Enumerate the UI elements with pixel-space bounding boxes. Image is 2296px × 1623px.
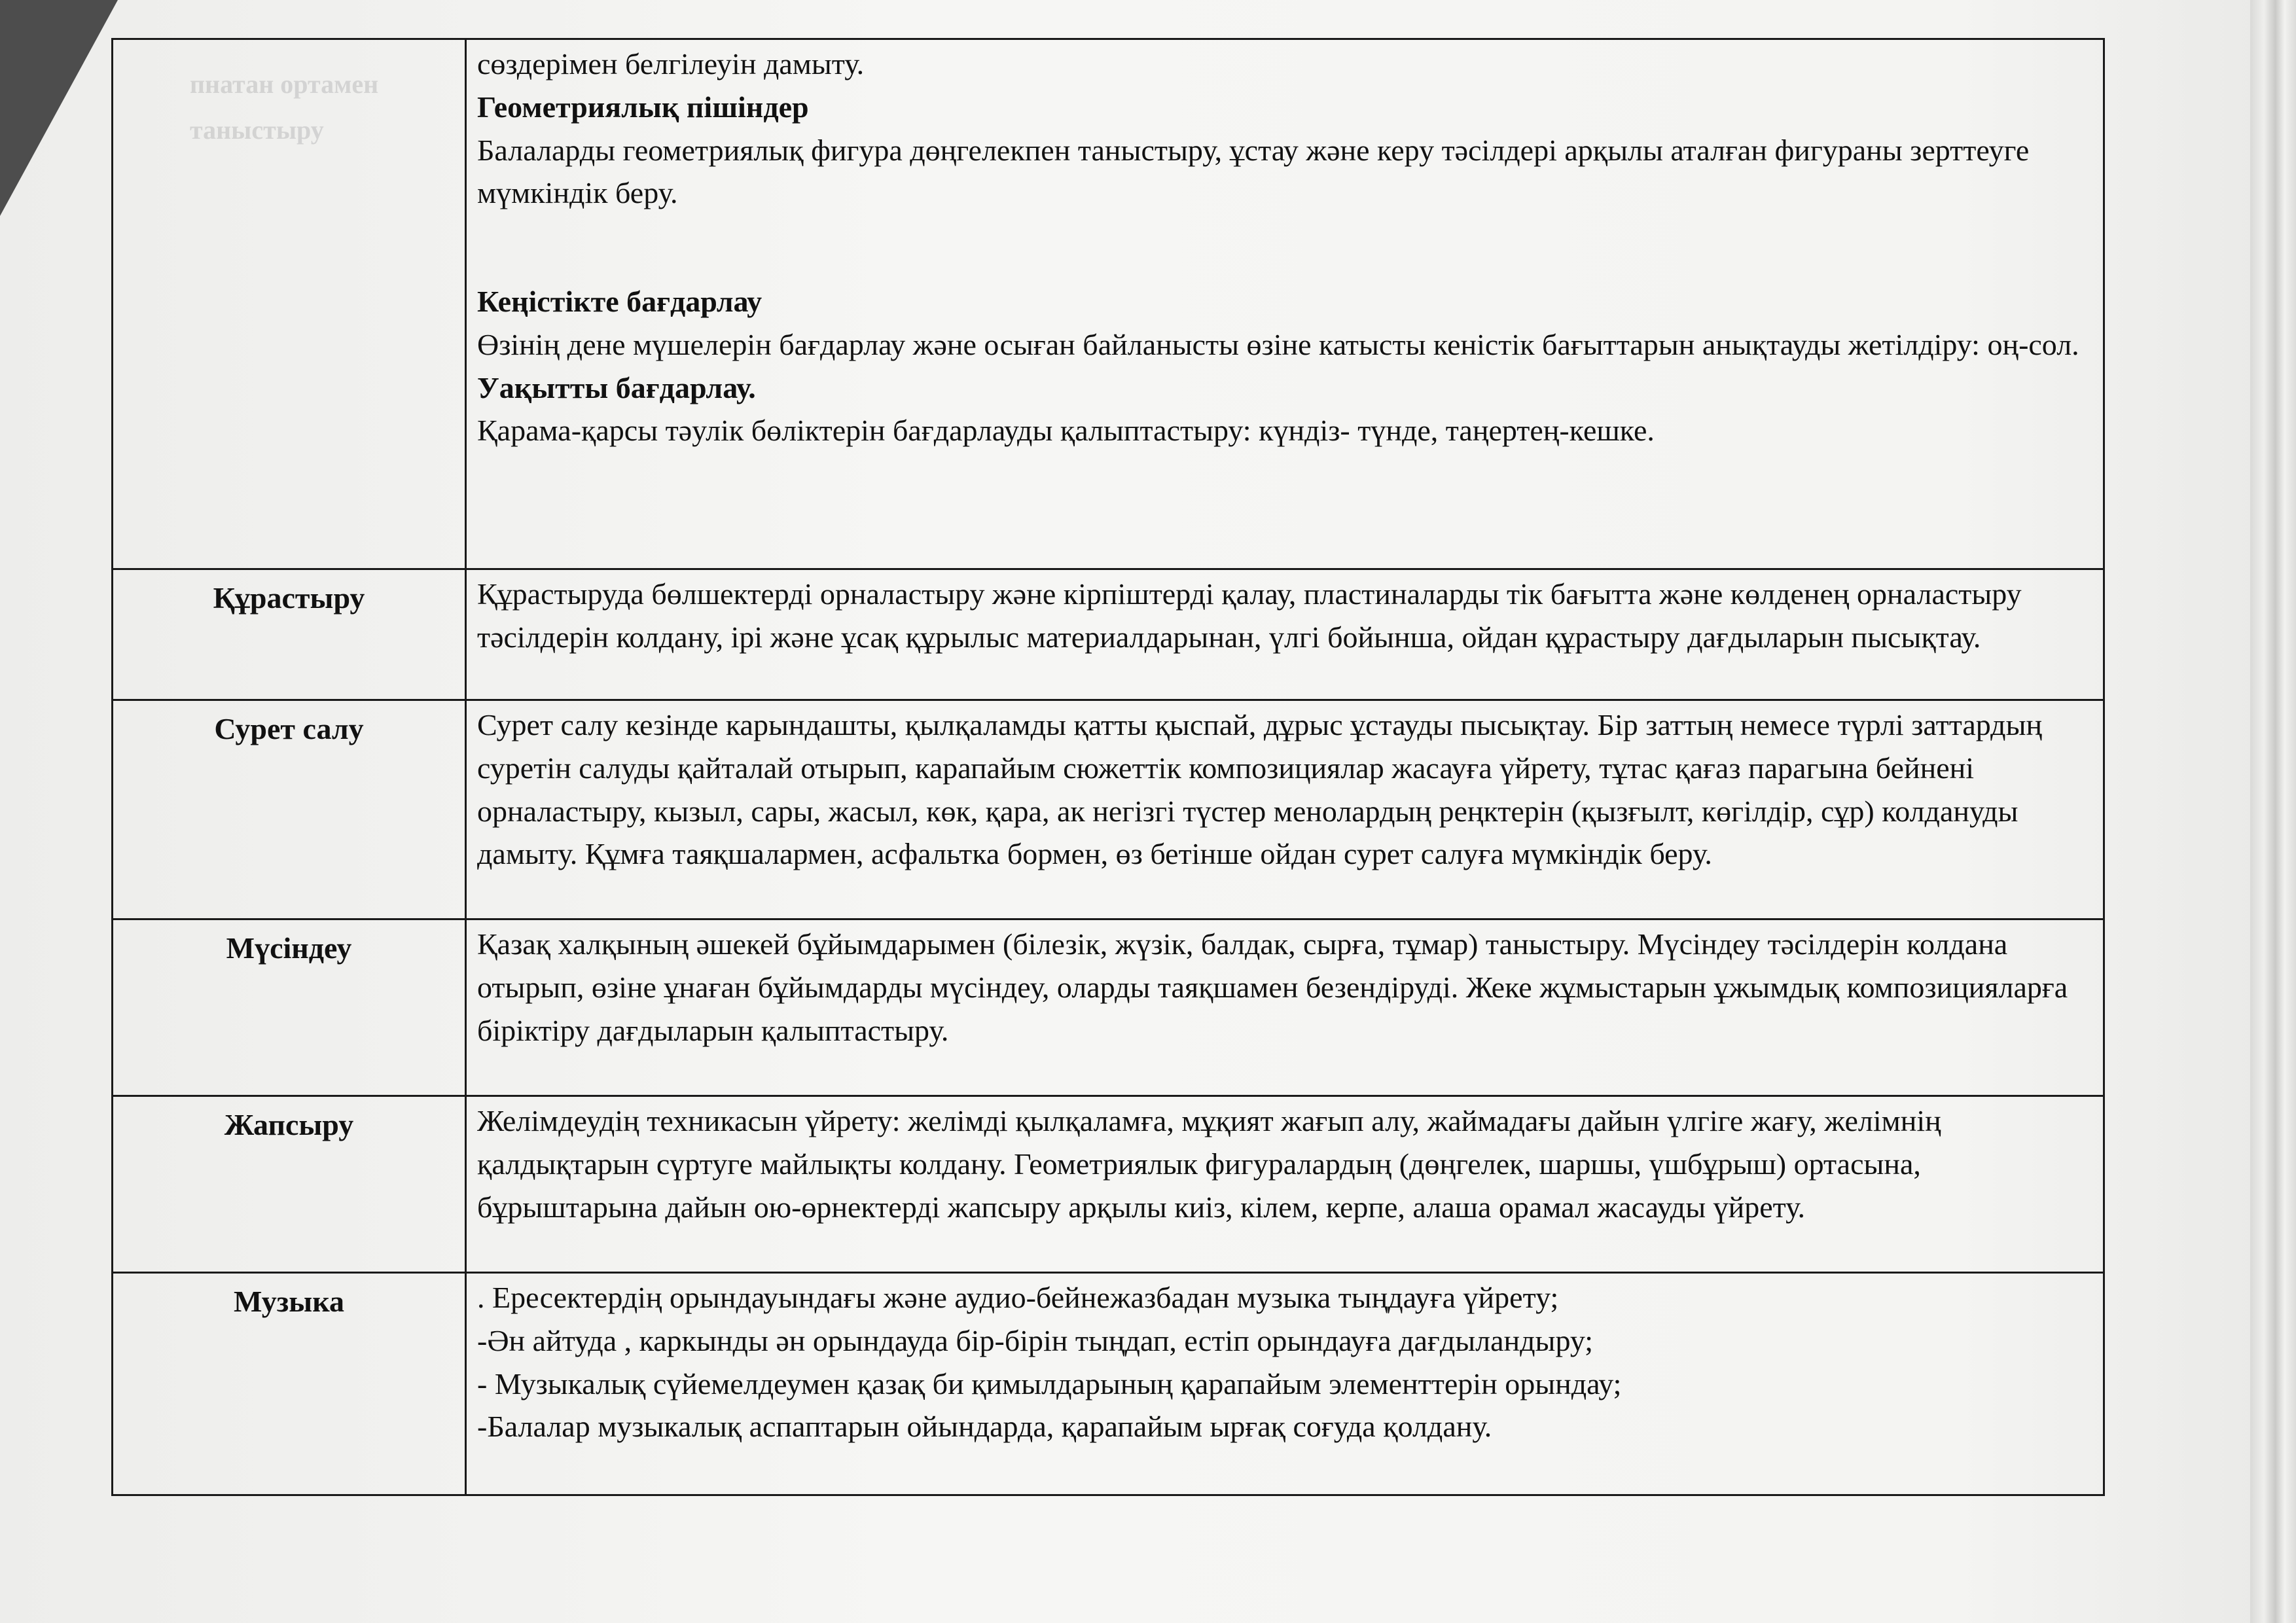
row-content xyxy=(466,1273,2104,1495)
row-content: Қазақ халқының әшекей бұйымдарымен (білезік, жүзік, балдак, сырға, тұмар) таныстыру. Мүсіндеу тәсілдерін колдана отырып, өзіне ұнаған бұйымдарды мүсіндеу, оларды таяқшамен безендіруді. Жеке жұмыстарын ұжымдық композицияларға біріктіру дағдыларын қалыптастыру. xyxy=(466,919,2104,1096)
list-item: . Ересектердің орындауындағы және аудио-бейнежазбадан музыка тыңдауға үйрету; xyxy=(477,1281,1559,1314)
content-text: сөздерімен белгілеуін дамыту. xyxy=(477,47,865,80)
content-text: Қарама-қарсы тәулік бөліктерін бағдарлауды қалыптастыру: күндіз- түнде, таңертең-кешке. xyxy=(477,414,1655,448)
curriculum-table xyxy=(111,38,2105,1496)
bleed-through-text: пнатан ортамен xyxy=(190,69,379,99)
section-heading: Геометриялық пішіндер xyxy=(477,90,809,124)
content-text: Өзінің дене мүшелерін бағдарлау және осыған байланысты өзіне катысты кеністік бағыттарын анықтауды жетілдіру: оң-сол. xyxy=(477,327,2079,361)
row-content: Желімдеудің техникасын үйрету: желімді қылқаламға, мұқият жағып алу, жаймадағы дайын үлгіге жағу, желімнің қалдықтарын сүртуге майлықты колдану. Геометриялык фигуралардың (дөңгелек, шаршы, үшбұрыш) ортасына, бұрыштарына дайын ою-өрнектерді жапсыру арқылы киіз, кілем, керпе, алаша орамал жасауды үйрету. xyxy=(466,1096,2104,1273)
table-row xyxy=(113,1096,2104,1273)
table-row xyxy=(113,569,2104,700)
row-label: Сурет салу xyxy=(113,700,466,919)
bleed-through-text: таныстыру xyxy=(190,115,324,145)
table-row xyxy=(113,39,2104,569)
row-content xyxy=(466,39,2104,569)
list-item: - Музыкалық сүйемелдеумен қазақ би қимылдарының қарапайым элементтерін орындау; xyxy=(477,1366,1622,1400)
section-heading: Кеңістікте бағдарлау xyxy=(477,285,762,319)
row-label: Құрастыру xyxy=(113,569,466,700)
row-label: Мүсіндеу xyxy=(113,919,466,1096)
row-content: Сурет салу кезінде карындашты, қылқаламды қатты қыспай, дұрыс ұстауды пысықтау. Бір заттың немесе түрлі заттардың суретін салуды қайталай отырып, карапайым сюжеттік композициялар жасауға үйрету, тұтас қағаз парагына бейнені орналастыру, кызыл, сары, жасыл, көк, қара, ак негізгі түстер менолардың реңктерін (қызғылт, көгілдір, сұр) колдануды дамыту. Құмға таяқшалармен, асфальтка бормен, өз бетінше ойдан сурет салуға мүмкіндік беру. xyxy=(466,700,2104,919)
table-row xyxy=(113,1273,2104,1495)
row-content: Құрастыруда бөлшектерді орналастыру және кірпіштерді қалау, пластиналарды тік бағытта және көлденең орналастыру тәсілдерін колдану, ірі және ұсақ құрылыс материалдарынан, үлгі бойынша, ойдан құрастыру дағдыларын пысықтау. xyxy=(466,569,2104,700)
scan-shadow-corner xyxy=(0,0,118,216)
table-row xyxy=(113,700,2104,919)
row-label xyxy=(113,39,466,569)
page-stack-edge xyxy=(2250,0,2296,1623)
row-label: Музыка xyxy=(113,1273,466,1495)
content-text: Балаларды геометриялық фигура дөңгелекпен таныстыру, ұстау және керу тәсілдері арқылы аталған фигураны зерттеуге мүмкіндік беру. xyxy=(477,133,2030,210)
table-row xyxy=(113,919,2104,1096)
section-heading: Уақытты бағдарлау. xyxy=(477,370,756,404)
row-label: Жапсыру xyxy=(113,1096,466,1273)
list-item: -Ән айтуда , каркынды ән орындауда бір-бірін тыңдап, естіп орындауға дағдыландыру; xyxy=(477,1323,1594,1357)
list-item: -Балалар музыкалық аспаптарын ойындарда, қарапайым ырғақ соғуда қолдану. xyxy=(477,1410,1492,1444)
